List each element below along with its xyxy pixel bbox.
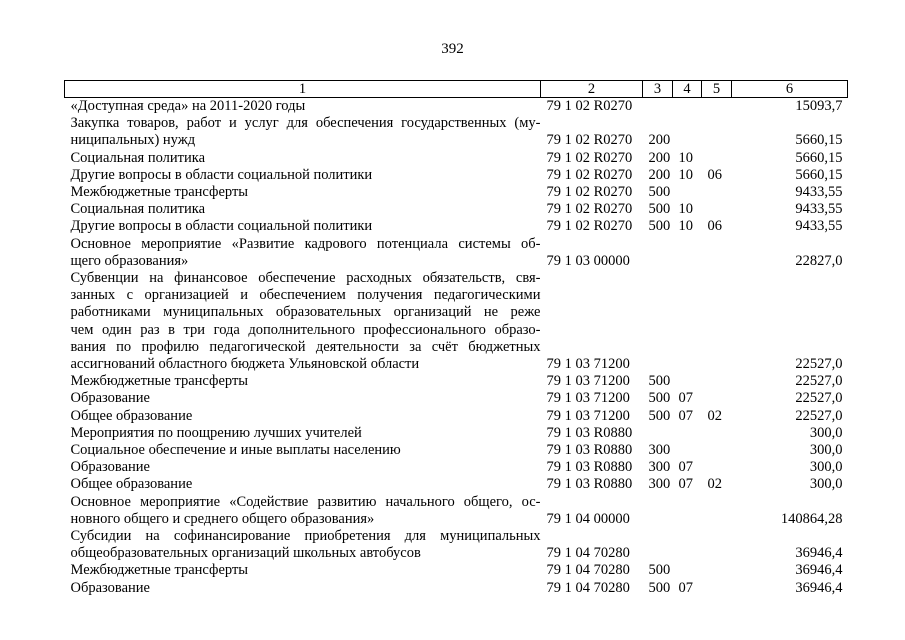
row-code: 79 1 03 R0880 bbox=[546, 442, 633, 459]
table-row bbox=[65, 528, 848, 562]
row-code: 79 1 03 R0880 bbox=[546, 459, 633, 476]
row-expense-type bbox=[643, 425, 673, 442]
table-header bbox=[65, 81, 848, 98]
row-code: 79 1 02 R0270 bbox=[546, 184, 633, 201]
row-section: 07 bbox=[678, 476, 693, 493]
column-header-code: 2 bbox=[541, 81, 643, 98]
row-amount: 9433,55 bbox=[795, 201, 843, 218]
row-expense-type: 500 bbox=[648, 201, 671, 218]
column-header-type: 3 bbox=[643, 81, 673, 98]
table-row bbox=[65, 494, 848, 528]
row-name-line: Образование bbox=[70, 579, 150, 596]
row-amount: 22527,0 bbox=[795, 373, 843, 390]
row-amount: 36946,4 bbox=[795, 545, 843, 562]
row-expense-type: 200 bbox=[648, 166, 671, 183]
row-code: 79 1 02 R0270 bbox=[546, 98, 633, 114]
row-section: 07 bbox=[678, 579, 693, 596]
row-section bbox=[673, 562, 702, 579]
row-amount: 5660,15 bbox=[795, 132, 843, 149]
row-amount: 22827,0 bbox=[795, 252, 843, 269]
column-header-section: 4 bbox=[673, 81, 702, 98]
row-name-line: Мероприятия по поощрению лучших учителей bbox=[70, 424, 362, 441]
row-code: 79 1 04 00000 bbox=[546, 510, 630, 527]
row-code: 79 1 02 R0270 bbox=[546, 132, 633, 149]
row-section bbox=[673, 98, 702, 116]
table-row bbox=[65, 476, 848, 493]
row-section bbox=[673, 528, 702, 562]
row-section bbox=[673, 442, 702, 459]
row-name-line: ассигнований областного бюджета Ульяновской области bbox=[70, 356, 420, 373]
row-name-line: новного общего и среднего общего образования» bbox=[70, 510, 375, 527]
row-code: 79 1 03 71200 bbox=[546, 407, 630, 424]
row-section bbox=[673, 236, 702, 270]
row-subsection bbox=[702, 494, 732, 528]
row-subsection bbox=[702, 236, 732, 270]
row-subsection bbox=[702, 459, 732, 476]
row-section bbox=[673, 494, 702, 528]
table-row bbox=[65, 270, 848, 373]
row-amount: 300,0 bbox=[809, 424, 843, 441]
row-name-line: ниципальных) нужд bbox=[70, 132, 196, 149]
table-row bbox=[65, 115, 848, 149]
row-subsection: 06 bbox=[707, 218, 722, 235]
row-expense-type: 200 bbox=[648, 132, 671, 149]
row-amount: 5660,15 bbox=[795, 166, 843, 183]
row-expense-type: 500 bbox=[648, 579, 671, 596]
table-row bbox=[65, 459, 848, 476]
row-name-line: Основное мероприятие «Развитие кадрового потенциала системы об- bbox=[70, 235, 541, 252]
row-name bbox=[65, 528, 541, 562]
row-expense-type bbox=[643, 98, 673, 116]
row-name bbox=[65, 390, 541, 407]
row-name-line: Субвенции на финансовое обеспечение расходных обязательств, свя- bbox=[70, 270, 541, 287]
row-expense-type: 500 bbox=[648, 390, 671, 407]
row-expense-type: 200 bbox=[648, 149, 671, 166]
row-amount: 22527,0 bbox=[795, 390, 843, 407]
row-name-line: Другие вопросы в области социальной политики bbox=[70, 218, 373, 235]
table-row bbox=[65, 390, 848, 407]
row-name-line: Межбюджетные трансферты bbox=[70, 562, 249, 579]
row-amount: 36946,4 bbox=[795, 562, 843, 579]
table-row bbox=[65, 442, 848, 459]
page-number: 392 bbox=[441, 41, 464, 57]
row-expense-type: 500 bbox=[648, 184, 671, 201]
row-name bbox=[65, 373, 541, 390]
row-code: 79 1 03 R0880 bbox=[546, 424, 633, 441]
row-subsection bbox=[702, 442, 732, 459]
row-subsection bbox=[702, 425, 732, 442]
row-name bbox=[65, 98, 541, 116]
row-subsection bbox=[702, 528, 732, 562]
row-expense-type: 300 bbox=[648, 442, 671, 459]
table-row bbox=[65, 373, 848, 390]
row-name bbox=[65, 562, 541, 579]
row-name bbox=[65, 150, 541, 167]
row-section: 10 bbox=[678, 218, 693, 235]
table-row bbox=[65, 201, 848, 218]
row-name-line: Общее образование bbox=[70, 476, 193, 493]
row-subsection bbox=[702, 373, 732, 390]
row-subsection bbox=[702, 270, 732, 373]
row-name-line: щего образования» bbox=[70, 252, 189, 269]
row-subsection bbox=[702, 115, 732, 149]
row-section bbox=[673, 425, 702, 442]
row-name bbox=[65, 408, 541, 425]
table-row bbox=[65, 150, 848, 167]
table-row bbox=[65, 98, 848, 116]
table-row bbox=[65, 562, 848, 579]
row-subsection: 06 bbox=[707, 166, 722, 183]
row-name-line: Основное мероприятие «Содействие развитию начального общего, ос- bbox=[70, 493, 541, 510]
table-row bbox=[65, 425, 848, 442]
row-subsection bbox=[702, 98, 732, 116]
row-amount: 22527,0 bbox=[795, 407, 843, 424]
row-amount: 22527,0 bbox=[795, 356, 843, 373]
row-section: 10 bbox=[678, 149, 693, 166]
row-amount: 9433,55 bbox=[795, 184, 843, 201]
row-expense-type: 300 bbox=[648, 459, 671, 476]
row-code: 79 1 04 70280 bbox=[546, 562, 630, 579]
row-subsection bbox=[702, 201, 732, 218]
row-expense-type: 500 bbox=[648, 407, 671, 424]
table-row bbox=[65, 236, 848, 270]
row-name-line: Межбюджетные трансферты bbox=[70, 373, 249, 390]
row-section: 07 bbox=[678, 390, 693, 407]
row-code: 79 1 02 R0270 bbox=[546, 166, 633, 183]
row-expense-type: 500 bbox=[648, 562, 671, 579]
row-code: 79 1 02 R0270 bbox=[546, 149, 633, 166]
row-subsection: 02 bbox=[707, 407, 722, 424]
row-code: 79 1 02 R0270 bbox=[546, 201, 633, 218]
row-name-line: работниками муниципальных образовательных организаций не реже bbox=[70, 304, 541, 321]
row-subsection bbox=[702, 150, 732, 167]
row-expense-type bbox=[643, 494, 673, 528]
row-section bbox=[673, 373, 702, 390]
row-amount: 9433,55 bbox=[795, 218, 843, 235]
row-subsection bbox=[702, 390, 732, 407]
row-name bbox=[65, 442, 541, 459]
row-code: 79 1 04 70280 bbox=[546, 545, 630, 562]
row-expense-type bbox=[643, 528, 673, 562]
row-name-line: Межбюджетные трансферты bbox=[70, 184, 249, 201]
row-name bbox=[65, 270, 541, 373]
row-name-line: Образование bbox=[70, 459, 150, 476]
row-name bbox=[65, 494, 541, 528]
row-section bbox=[673, 270, 702, 373]
row-name-line: вания по профилю педагогической деятельности за счёт бюджетных bbox=[70, 338, 541, 355]
row-expense-type bbox=[643, 236, 673, 270]
row-name-line: Закупка товаров, работ и услуг для обеспечения государственных (му- bbox=[70, 115, 541, 132]
row-name bbox=[65, 201, 541, 218]
row-amount: 15093,7 bbox=[795, 98, 843, 114]
row-name-line: Социальная политика bbox=[70, 201, 206, 218]
row-name-line: Субсидии на софинансирование приобретения для муниципальных bbox=[70, 528, 541, 545]
row-section: 07 bbox=[678, 459, 693, 476]
row-amount: 300,0 bbox=[809, 442, 843, 459]
row-code: 79 1 03 00000 bbox=[546, 252, 630, 269]
row-amount: 5660,15 bbox=[795, 149, 843, 166]
row-name-line: Другие вопросы в области социальной политики bbox=[70, 166, 373, 183]
row-name bbox=[65, 580, 541, 597]
row-name-line: чем один раз в три года дополнительного профессионального образо- bbox=[70, 321, 541, 338]
table-row bbox=[65, 580, 848, 597]
budget-table bbox=[64, 80, 848, 597]
row-code: 79 1 03 71200 bbox=[546, 390, 630, 407]
row-amount: 300,0 bbox=[809, 459, 843, 476]
row-name bbox=[65, 236, 541, 270]
row-code: 79 1 03 71200 bbox=[546, 373, 630, 390]
row-name bbox=[65, 167, 541, 184]
row-name bbox=[65, 425, 541, 442]
row-name-line: Социальное обеспечение и иные выплаты населению bbox=[70, 442, 401, 459]
row-name-line: Общее образование bbox=[70, 407, 193, 424]
column-header-name: 1 bbox=[65, 81, 541, 98]
table-body bbox=[65, 98, 848, 597]
row-expense-type bbox=[643, 270, 673, 373]
column-header-amount: 6 bbox=[732, 81, 848, 98]
header-row bbox=[65, 81, 848, 98]
row-name bbox=[65, 476, 541, 493]
row-amount: 300,0 bbox=[809, 476, 843, 493]
column-header-subsection: 5 bbox=[702, 81, 732, 98]
row-name bbox=[65, 218, 541, 235]
row-subsection: 02 bbox=[707, 476, 722, 493]
row-section bbox=[673, 184, 702, 201]
row-name-line: общеобразовательных организаций школьных автобусов bbox=[70, 545, 421, 562]
row-subsection bbox=[702, 184, 732, 201]
row-name-line: «Доступная среда» на 2011-2020 годы bbox=[70, 98, 306, 114]
table-row bbox=[65, 218, 848, 235]
row-name-line: Образование bbox=[70, 390, 150, 407]
row-name-line: Социальная политика bbox=[70, 149, 206, 166]
row-name bbox=[65, 459, 541, 476]
table-row bbox=[65, 408, 848, 425]
row-amount: 140864,28 bbox=[780, 510, 843, 527]
row-expense-type: 500 bbox=[648, 218, 671, 235]
row-name bbox=[65, 115, 541, 149]
table-row bbox=[65, 167, 848, 184]
row-section: 10 bbox=[678, 166, 693, 183]
row-expense-type: 300 bbox=[648, 476, 671, 493]
row-section: 10 bbox=[678, 201, 693, 218]
row-amount: 36946,4 bbox=[795, 579, 843, 596]
row-code: 79 1 02 R0270 bbox=[546, 218, 633, 235]
row-subsection bbox=[702, 562, 732, 579]
row-code: 79 1 03 71200 bbox=[546, 356, 630, 373]
row-code: 79 1 04 70280 bbox=[546, 579, 630, 596]
row-section bbox=[673, 115, 702, 149]
row-name-line: занных с организацией и обеспечением получения педагогическими bbox=[70, 287, 541, 304]
table-row bbox=[65, 184, 848, 201]
row-name bbox=[65, 184, 541, 201]
row-code: 79 1 03 R0880 bbox=[546, 476, 633, 493]
row-expense-type: 500 bbox=[648, 373, 671, 390]
row-subsection bbox=[702, 580, 732, 597]
row-section: 07 bbox=[678, 407, 693, 424]
